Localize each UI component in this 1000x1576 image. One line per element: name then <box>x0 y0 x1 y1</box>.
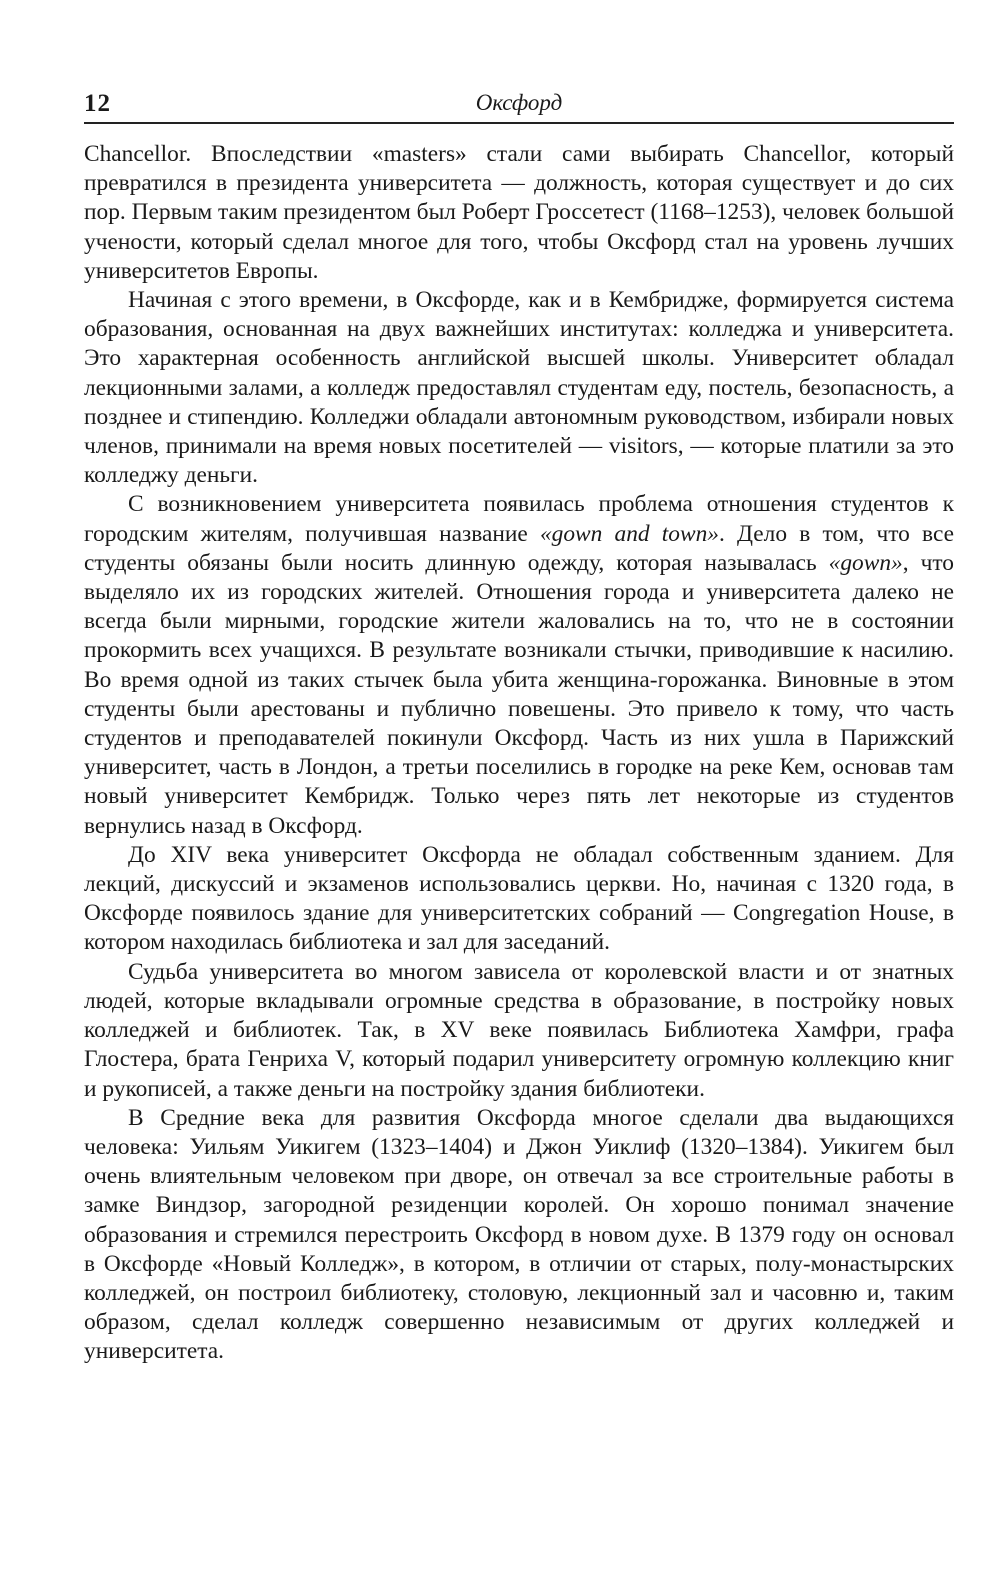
term-gown: «gown» <box>828 549 903 576</box>
paragraph-middle-ages: В Средние века для развития Оксфорда многое сделали два выдающихся человека: Уильям Уикигем (1323–1404) и Джон Уиклиф (1320–1384). Уикигем был очень влиятельным человеком при дворе, он отвечал за все строительные работы в замке Виндзор, загородной резиденции королей. Он хорошо понимал значение образования и стремился перестроить Оксфорд в новом духе. В 1379 году он основал в Оксфорде «Новый Колледж», в котором, в отличии от старых, полу-монастырских колледжей, он построил библиотеку, столовую, лекционный зал и часовню и, таким образом, сделал колледж совершенно независимым от других колледжей и университета. <box>84 1104 954 1365</box>
book-page <box>84 88 954 1367</box>
running-title: Оксфорд <box>475 90 563 115</box>
running-head <box>84 88 954 124</box>
paragraph-congregation-house: До XIV века университет Оксфорда не обладал собственным зданием. Для лекций, дискуссий и экзаменов использовались церкви. Но, начиная с 1320 года, в Оксфорде появилось здание для университетских собраний — Congregation House, в котором находилась библиотека и зал для заседаний. <box>84 841 954 956</box>
paragraph-continuation: Chancellor. Впоследствии «masters» стали сами выбирать Chancellor, который превратился в президента университета — должность, которая существует и до сих пор. Первым таким президентом был Роберт Гроссетест (1168–1253), человек большой учености, который сделал многое для того, чтобы Оксфорд стал на уровень лучших университетов Европы. <box>84 141 954 284</box>
paragraph-text: , что выделяло их из городских жителей. Отношения города и университета далеко не всегда были мирными, городские жители жаловались на то, что не в состоянии прокормить всех учащихся. В результате возникали стычки, приводившие к насилию. Во время одной из таких стычек была убита женщина-горожанка. Виновные в этом студенты были арестованы и публично повешены. Это привело к тому, что часть студентов и преподавателей покинули Оксфорд. Часть из них ушла в Парижский университет, часть в Лондон, а третьи поселились в городке на реке Кем, основав там новый университет Кембридж. Только через пять лет некоторые из студентов вернулись назад в Оксфорд. <box>84 549 954 839</box>
paragraph-text: . Дело в том, что все студенты обязаны были носить длинную одежду, которая называлась <box>84 520 954 576</box>
page-number: 12 <box>84 90 111 117</box>
paragraph-education-system: Начиная с этого времени, в Оксфорде, как и в Кембридже, формируется система образования, основанная на двух важнейших институтах: колледжа и университета. Это характерная особенность английской высшей школы. Университет обладал лекционными залами, а колледж предоставлял студентам еду, постель, безопасность, а позднее и стипендию. Колледжи обладали автономным руководством, избирали новых членов, принимали на время новых посетителей — visitors, — которые платили за это колледжу деньги. <box>84 287 954 489</box>
body-text <box>84 140 954 1367</box>
paragraph-royal-patronage: Судьба университета во многом зависела от королевской власти и от знатных людей, которые вкладывали огромные средства в образование, в постройку новых колледжей и библиотек. Так, в XV веке появилась Библиотека Хамфри, графа Глостера, брата Генриха V, который подарил университету огромную коллекцию книг и рукописей, а также деньги на постройку здания библиотеки. <box>84 958 954 1102</box>
paragraph-text: С возникновением университета появилась проблема отношения студентов к городским жителям, получившая название <box>84 491 954 547</box>
paragraph-gown-and-town <box>84 490 954 840</box>
term-gown-and-town: «gown and town» <box>539 520 719 547</box>
